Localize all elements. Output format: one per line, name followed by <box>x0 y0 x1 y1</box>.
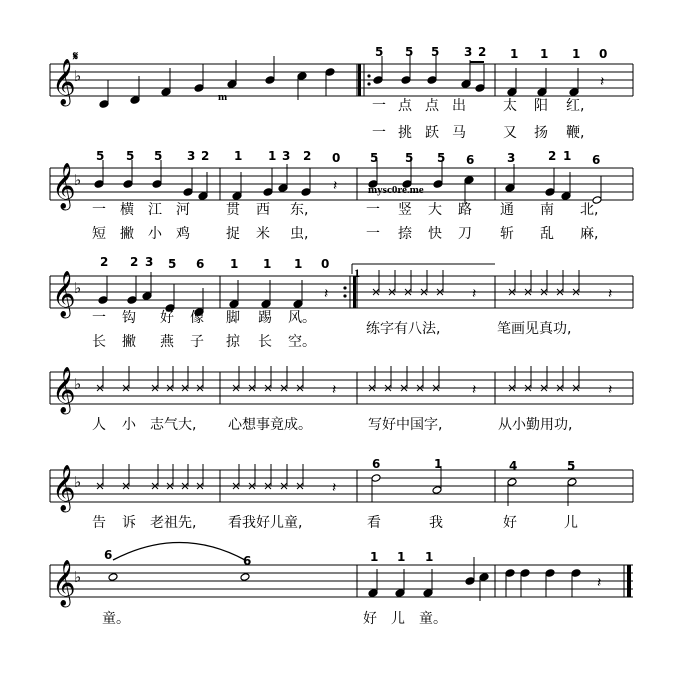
jianpu-number: 6 <box>372 457 381 471</box>
treble-clef-icon: 𝄞 <box>52 59 76 105</box>
note-head <box>545 569 555 578</box>
lyric: 长 <box>258 334 272 350</box>
lyric: 跃 <box>425 125 439 141</box>
repeat-dot <box>343 294 346 297</box>
note-head <box>232 192 242 201</box>
lyric: 又 <box>503 125 517 141</box>
note-head <box>427 76 437 85</box>
jianpu-number: 5 <box>567 459 576 473</box>
note-head <box>569 88 579 97</box>
lyric: 马 <box>452 125 466 141</box>
lyric: 南 <box>540 202 554 218</box>
lyric: 阳 <box>534 98 548 114</box>
jianpu-number: 4 <box>509 459 518 473</box>
jianpu-number: 2 <box>201 149 210 163</box>
lyric: 踢 <box>258 310 272 326</box>
jianpu-number: 5 <box>126 149 135 163</box>
jianpu-number: 3 <box>464 45 473 59</box>
note-head <box>373 76 383 85</box>
quarter-rest-icon: 𝄽 <box>472 286 477 302</box>
lyric: 小 <box>122 417 136 433</box>
flat-icon: ♭ <box>74 67 82 85</box>
note-head <box>475 84 485 93</box>
jianpu-number: 3 <box>282 149 291 163</box>
quarter-rest-icon: 𝄽 <box>333 178 338 194</box>
lyric: 短 <box>92 226 106 242</box>
note-head <box>371 474 381 483</box>
jianpu-number: 1 <box>540 47 549 61</box>
flat-icon: ♭ <box>74 473 82 491</box>
jianpu-number: 6 <box>466 153 475 167</box>
lyric: 撇 <box>122 334 136 350</box>
note-head <box>423 589 433 598</box>
lyric: 一 <box>366 226 380 242</box>
lyric: 心想事竟成。 <box>228 417 312 433</box>
lyric: 扬 <box>534 125 548 141</box>
note-head <box>293 300 303 309</box>
note-head <box>99 100 109 109</box>
note-head <box>465 577 475 586</box>
lyric: 长 <box>92 334 106 350</box>
note-head <box>432 486 442 495</box>
lyric: 大 <box>428 202 442 218</box>
lyric: 贯 <box>226 202 240 218</box>
note-head <box>520 569 530 578</box>
lyric: 西 <box>256 202 270 218</box>
lyric: 童。 <box>419 611 447 627</box>
lyric: 河 <box>176 202 190 218</box>
note-head <box>433 180 443 189</box>
jianpu-number: 2 <box>303 149 312 163</box>
jianpu-number: 5 <box>405 151 414 165</box>
lyric: 点 <box>425 98 439 114</box>
lyric: 竖 <box>398 202 412 218</box>
treble-clef-icon: 𝄞 <box>52 560 76 606</box>
lyric: 通 <box>500 202 514 218</box>
jianpu-number: 2 <box>548 149 557 163</box>
lyric: 看 <box>367 515 381 531</box>
jianpu-number: 3 <box>187 149 196 163</box>
lyric: 子 <box>190 334 204 350</box>
lyric: 捺 <box>398 226 412 242</box>
lyric: 写好中国字, <box>368 417 443 433</box>
jianpu-number: 1 <box>572 47 581 61</box>
lyric: 从小勤用功, <box>498 417 573 433</box>
jianpu-number: 6 <box>592 153 601 167</box>
repeat-end-barline <box>353 276 356 308</box>
jianpu-number: 0 <box>599 47 608 61</box>
repeat-dot <box>367 82 370 85</box>
jianpu-number: 2 <box>130 255 139 269</box>
lyric: 一 <box>92 310 106 326</box>
jianpu-number: 5 <box>154 149 163 163</box>
lyric: 江 <box>148 202 162 218</box>
note-head <box>183 188 193 197</box>
repeat-dot <box>367 74 370 77</box>
lyric: 横 <box>120 202 134 218</box>
lyric: 挑 <box>398 125 412 141</box>
note-head <box>152 180 162 189</box>
lyric: 像 <box>190 310 204 326</box>
note-head <box>368 589 378 598</box>
lyric: 诉 <box>122 515 136 531</box>
lyric: 好 <box>363 611 377 627</box>
jianpu-number: 0 <box>332 151 341 165</box>
clefs <box>52 59 81 608</box>
watermark-prefix: m <box>218 91 228 103</box>
lyric: 出 <box>452 98 466 114</box>
volta-number: 1 <box>354 266 360 280</box>
note-head <box>194 84 204 93</box>
note-head <box>567 478 577 487</box>
text-layer <box>72 45 607 627</box>
jianpu-number: 1 <box>294 257 303 271</box>
note-head <box>98 296 108 305</box>
lyric: 儿 <box>391 611 405 627</box>
jianpu-number: 3 <box>145 255 154 269</box>
lyric: 麻, <box>580 226 599 242</box>
jianpu-number: 5 <box>437 151 446 165</box>
lyric: 人 <box>92 417 106 433</box>
lyric: 好 <box>160 310 174 326</box>
jianpu-number: 5 <box>375 45 384 59</box>
flat-icon: ♭ <box>74 279 82 297</box>
note-head <box>545 188 555 197</box>
note-head <box>263 188 273 197</box>
lyric: 燕 <box>160 334 174 350</box>
note-head <box>505 569 515 578</box>
jianpu-number: 6 <box>243 554 252 568</box>
lyric: 鸡 <box>176 226 190 242</box>
lyric: 点 <box>398 98 412 114</box>
jianpu-number: 1 <box>510 47 519 61</box>
lyric: 看我好儿童, <box>228 515 303 531</box>
lyric: 练字有八法, <box>366 321 441 337</box>
note-head <box>94 180 104 189</box>
jianpu-number: 1 <box>397 550 406 564</box>
jianpu-number: 6 <box>196 257 205 271</box>
jianpu-number: 1 <box>268 149 277 163</box>
note-head <box>401 76 411 85</box>
jianpu-number: 5 <box>168 257 177 271</box>
lyric: 太 <box>503 98 517 114</box>
note-head <box>301 188 311 197</box>
jianpu-number: 5 <box>96 149 105 163</box>
quarter-rest-icon: 𝄽 <box>472 382 477 398</box>
note-head <box>265 76 275 85</box>
note-head <box>479 573 489 582</box>
jianpu-number: 0 <box>321 257 330 271</box>
lyric: 东, <box>290 202 309 218</box>
jianpu-number: 3 <box>507 151 516 165</box>
flat-icon: ♭ <box>74 375 82 393</box>
jianpu-number: 1 <box>563 149 572 163</box>
lyric: 好 <box>503 515 517 531</box>
treble-clef-icon: 𝄞 <box>52 271 76 317</box>
treble-clef-icon: 𝄞 <box>52 163 76 209</box>
lyric: 米 <box>256 226 270 242</box>
note-head <box>198 192 208 201</box>
lyric: 脚 <box>226 310 240 326</box>
note-head <box>325 68 335 77</box>
lyric: 童。 <box>102 611 130 627</box>
note-head <box>537 88 547 97</box>
lyric: 乱 <box>540 226 554 242</box>
jianpu-number: 1 <box>263 257 272 271</box>
lyric: 红, <box>566 98 585 114</box>
quarter-rest-icon: 𝄽 <box>608 286 613 302</box>
quarter-rest-icon: 𝄽 <box>600 74 605 90</box>
lyric: 笔画见真功, <box>497 321 572 337</box>
note-head <box>161 88 171 97</box>
note-head <box>297 72 307 81</box>
lyric: 北, <box>580 202 599 218</box>
jianpu-number: 1 <box>370 550 379 564</box>
note-head <box>561 192 571 201</box>
jianpu-number: 5 <box>370 151 379 165</box>
note-head <box>261 300 271 309</box>
note-head <box>108 573 118 582</box>
note-head <box>461 80 471 89</box>
repeat-dot <box>343 286 346 289</box>
note-head <box>395 589 405 598</box>
lyric: 快 <box>428 226 442 242</box>
lyric: 虫, <box>290 226 309 242</box>
jianpu-number: 5 <box>405 45 414 59</box>
note-head <box>507 478 517 487</box>
lyric: 刀 <box>458 226 472 242</box>
jianpu-number: 2 <box>100 255 109 269</box>
quarter-rest-icon: 𝄽 <box>332 480 337 496</box>
note-head <box>505 184 515 193</box>
lyric: 风。 <box>288 310 316 326</box>
jianpu-number: 1 <box>425 550 434 564</box>
note-head <box>507 88 517 97</box>
jianpu-number: 5 <box>431 45 440 59</box>
lyric: 空。 <box>288 334 316 350</box>
jianpu-number: 6 <box>104 548 113 562</box>
lyric: 一 <box>366 202 380 218</box>
lyric: 小 <box>148 226 162 242</box>
segno-sign: 𝄋 <box>73 49 79 63</box>
note-head <box>130 96 140 105</box>
lyric: 我 <box>429 515 443 531</box>
note-head <box>227 80 237 89</box>
lyric: 掠 <box>226 334 240 350</box>
jianpu-number: 2 <box>478 45 487 59</box>
lyric: 一 <box>92 202 106 218</box>
jianpu-number: 1 <box>230 257 239 271</box>
lyric: 一 <box>372 98 386 114</box>
lyric: 路 <box>458 202 472 218</box>
lyric: 告 <box>92 515 106 531</box>
quarter-rest-icon: 𝄽 <box>324 286 329 302</box>
lyric: 斩 <box>500 226 514 242</box>
lyric: 儿 <box>564 515 578 531</box>
note-head <box>278 184 288 193</box>
note-head <box>229 300 239 309</box>
slur <box>113 543 245 561</box>
lyric: 撇 <box>120 226 134 242</box>
lyric: 鞭, <box>566 125 585 141</box>
lyric: 一 <box>372 125 386 141</box>
treble-clef-icon: 𝄞 <box>52 367 76 413</box>
jianpu-number: 1 <box>234 149 243 163</box>
treble-clef-icon: 𝄞 <box>52 465 76 511</box>
note-head <box>123 180 133 189</box>
note-head <box>142 292 152 301</box>
note-head <box>127 296 137 305</box>
lyric: 钩 <box>122 310 136 326</box>
lyric: 捉 <box>226 226 240 242</box>
repeat-start-barline <box>358 64 361 96</box>
quarter-rest-icon: 𝄽 <box>597 575 602 591</box>
watermark: mysc0re.me <box>368 184 424 196</box>
final-barline <box>627 565 631 597</box>
flat-icon: ♭ <box>74 171 82 189</box>
note-head <box>240 573 250 582</box>
jianpu-number: 1 <box>434 457 443 471</box>
note-head <box>464 176 474 185</box>
lyric: 老祖先, <box>150 515 197 531</box>
note-head <box>571 569 581 578</box>
lyric: 志气大, <box>150 417 197 433</box>
quarter-rest-icon: 𝄽 <box>608 382 613 398</box>
quarter-rest-icon: 𝄽 <box>332 382 337 398</box>
flat-icon: ♭ <box>74 568 82 586</box>
